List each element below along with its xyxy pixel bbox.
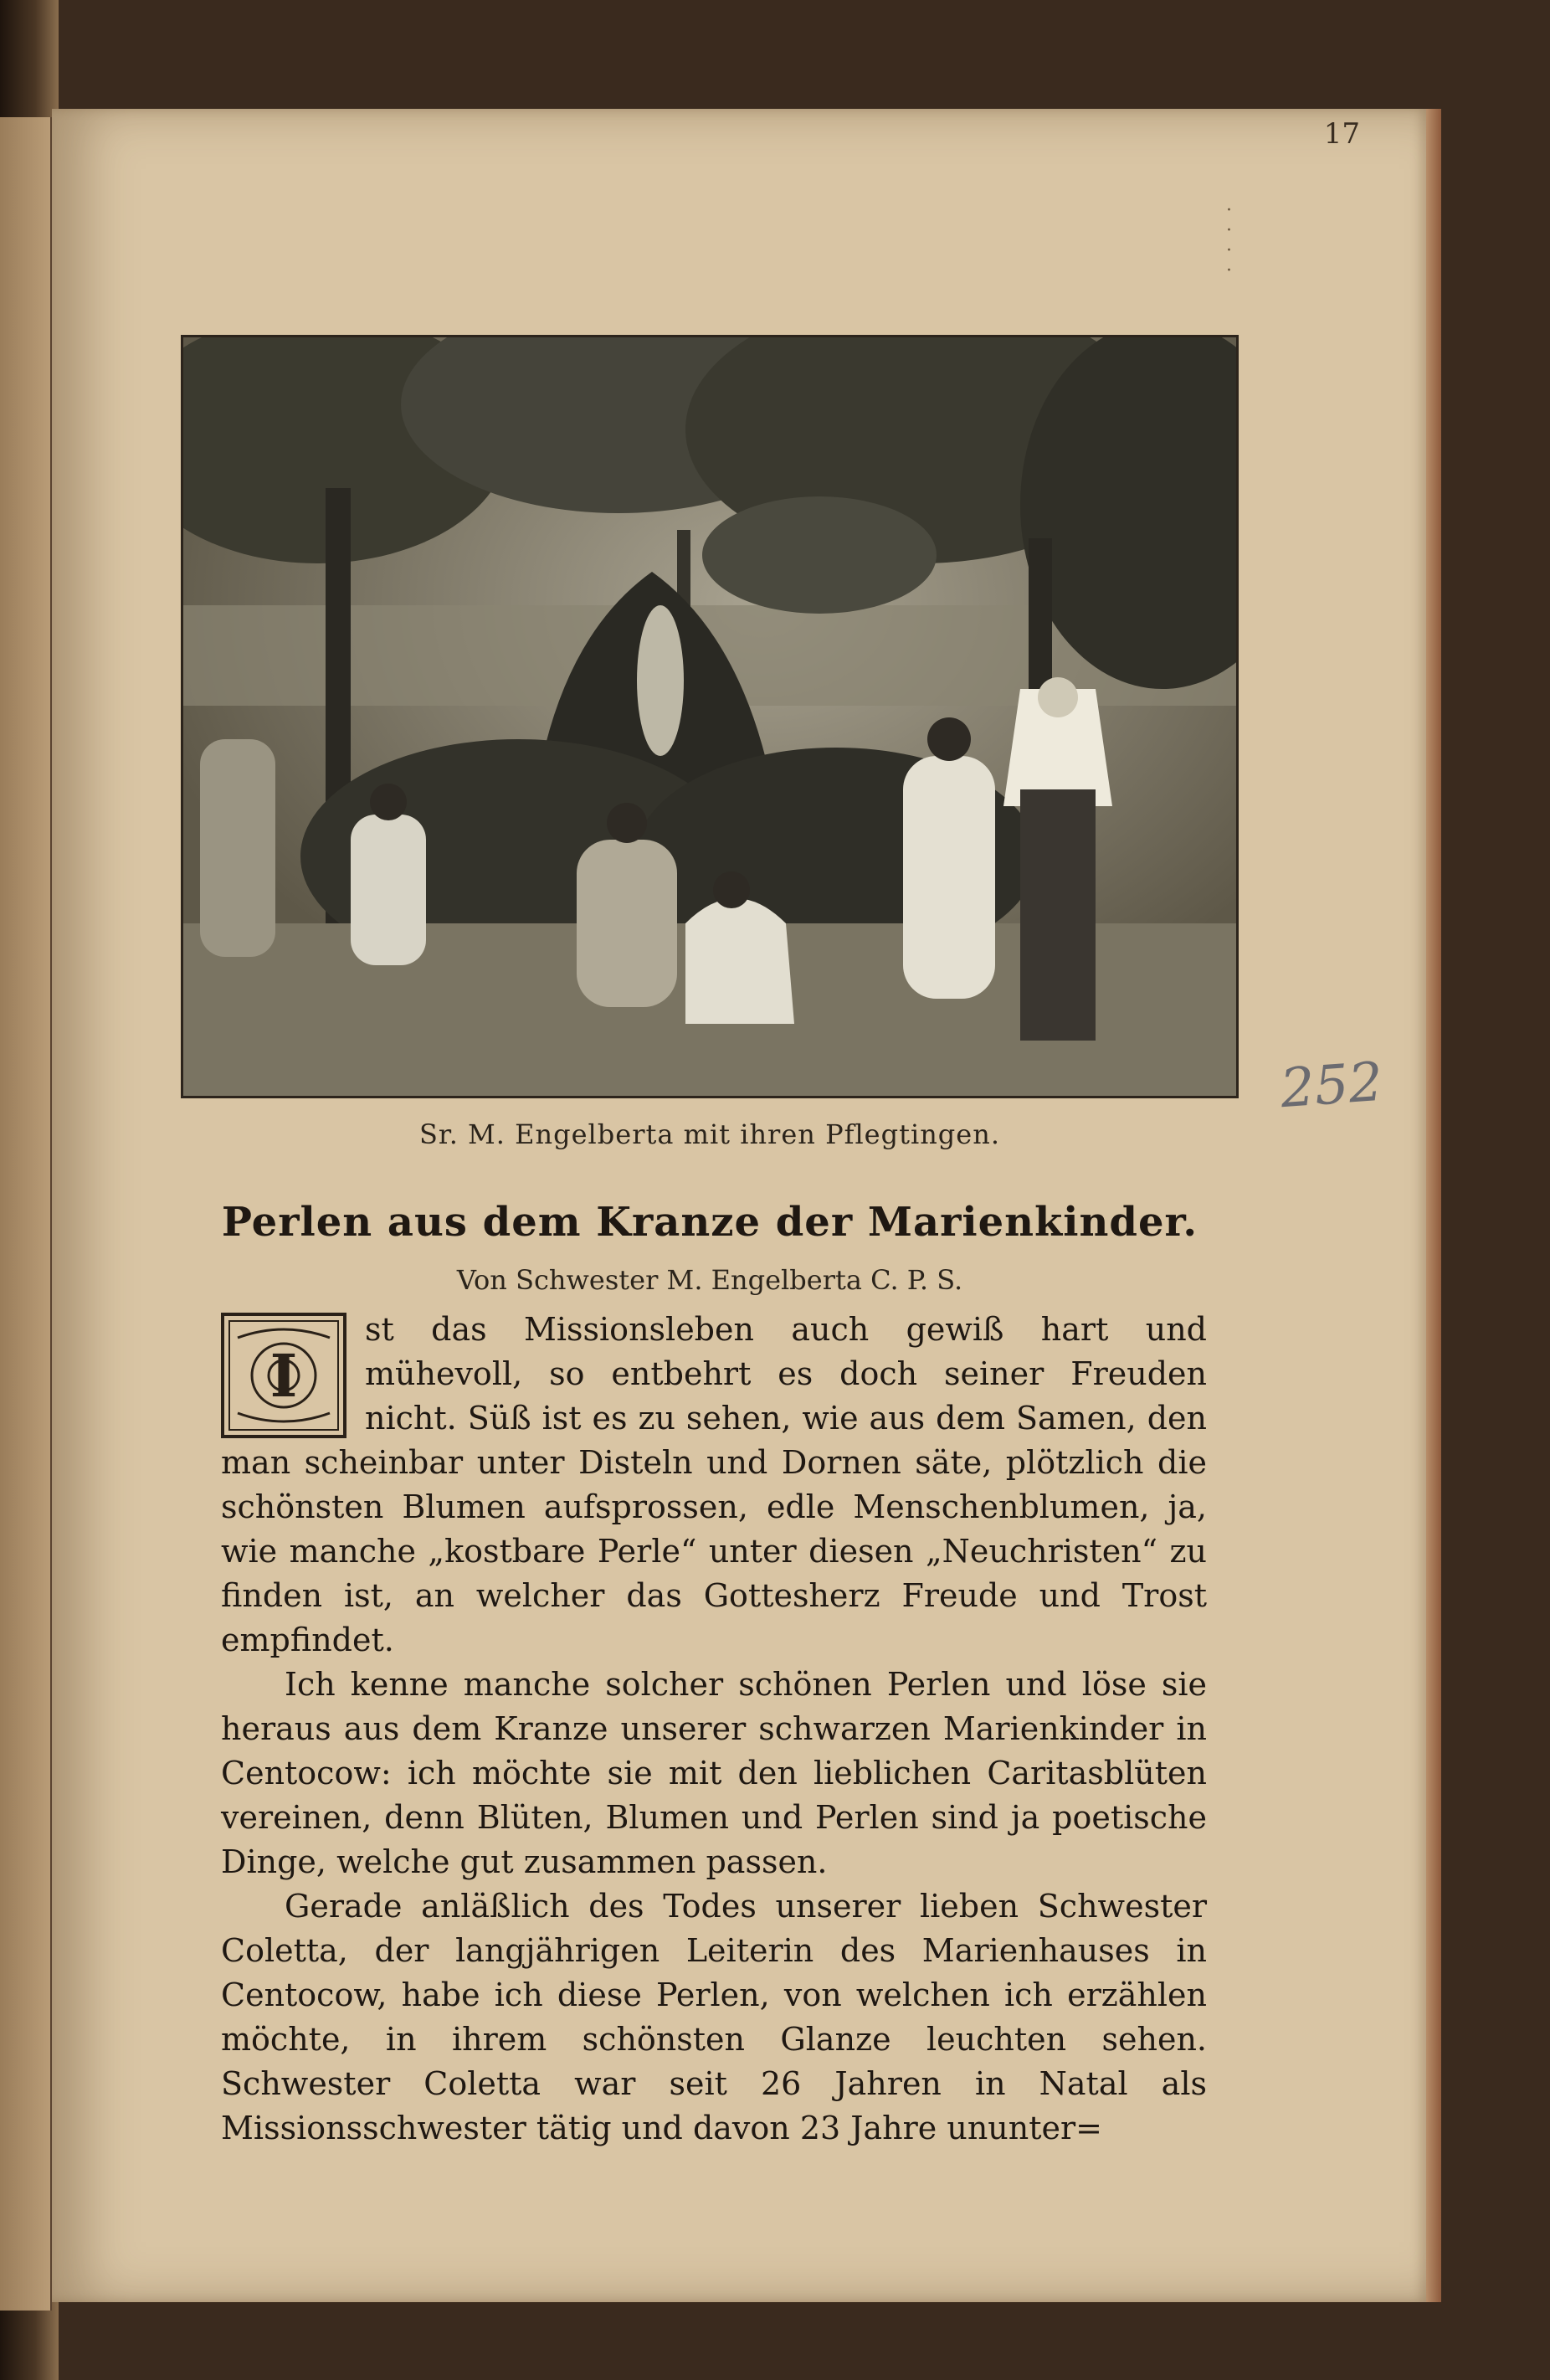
- margin-ticks: · · · ·: [1226, 200, 1232, 281]
- paragraph-3: Gerade anläßlich des Todes unserer lieben Schwester Coletta, der langjährigen Leiterin des Marienhauses in Centocow, habe ich diese Perlen, von welchen ich erzählen möchte, in ihrem schönsten Glanze leuchten sehen. Schwester Coletta war seit 26 Jahren in Natal als Missionsschwester tätig und davon 23 Jahre ununter=: [221, 1888, 1207, 2146]
- archive-pencil-number: 252: [1278, 1051, 1385, 1121]
- page-number: 17: [1323, 117, 1360, 151]
- page-edge-stack: [1426, 109, 1441, 2302]
- left-page-edge: [0, 117, 52, 2311]
- dropcap-letter: I: [269, 1341, 298, 1411]
- photograph: [181, 335, 1239, 1098]
- article-body: [221, 1308, 1207, 2151]
- paragraph-1: st das Missionsleben auch gewiß hart und mühevoll, so entbehrt es doch seiner Freuden nicht. Süß ist es zu sehen, wie aus dem Samen, den man scheinbar unter Disteln und Dornen säte, plötzlich die schönsten Blumen aufsprossen, edle Menschenblumen, ja, wie manche „kostbare Perle“ unter diesen „Neuchristen“ zu finden ist, an welcher das Gottesherz Freude und Trost empfindet.: [221, 1311, 1207, 1658]
- paragraph-2: Ich kenne manche solcher schönen Perlen und löse sie heraus aus dem Kranze unserer schwarzen Marienkinder in Centocow: ich möchte sie mit den lieblichen Caritasblüten vereinen, denn Blüten, Blumen und Perlen sind ja poetische Dinge, welche gut zusammen passen.: [221, 1666, 1207, 1880]
- photo-caption: Sr. M. Engelberta mit ihren Pflegtingen.: [418, 1118, 1000, 1150]
- photo-grotto-scene: [183, 337, 1236, 1096]
- ornamental-initial-icon: [221, 1313, 346, 1438]
- article-title: Perlen aus dem Kranze der Marienkinder.: [221, 1199, 1198, 1246]
- article-byline: Von Schwester M. Engelberta C. P. S.: [456, 1264, 963, 1296]
